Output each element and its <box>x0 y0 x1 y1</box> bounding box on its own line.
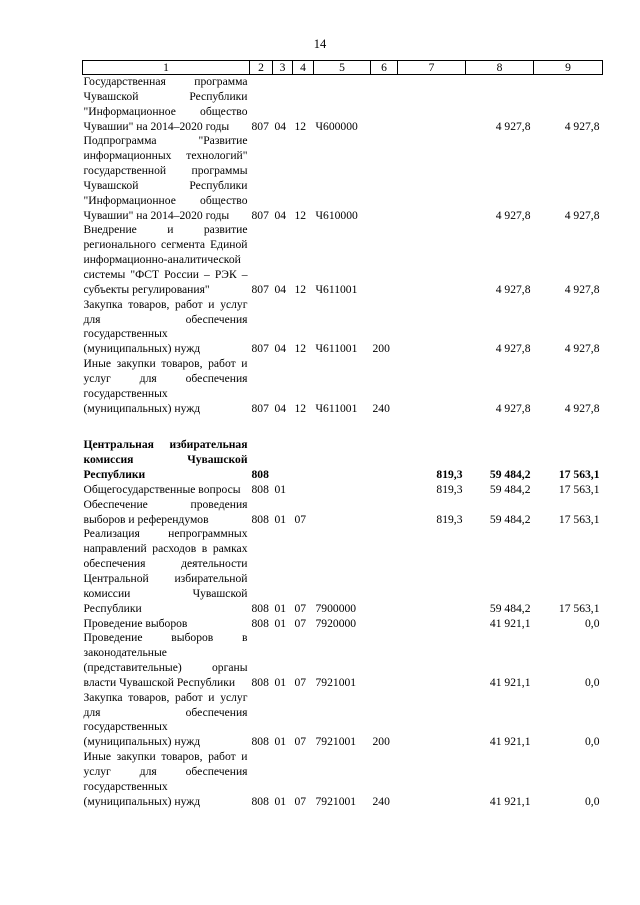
row-amount-col9: 4 927,8 <box>564 282 600 296</box>
row-amount-col9: 4 927,8 <box>564 208 600 222</box>
row-expense-type <box>371 631 398 690</box>
page-number: 14 <box>313 37 327 51</box>
table-spacer-row <box>83 416 603 438</box>
row-expense-type <box>371 223 398 297</box>
row-subsection: 07 <box>294 601 307 615</box>
row-target-article: Ч611001 <box>315 282 358 296</box>
row-name: Закупка товаров, работ и услуг для обеспечения государственных (муниципальных) нужд <box>83 297 248 356</box>
row-amount-col7: 819,3 <box>436 512 463 526</box>
row-section <box>273 438 293 483</box>
row-amount-col8: 59 484,2 <box>489 512 531 526</box>
row-admin-code: 807 <box>251 119 269 133</box>
row-amount-col9: 4 927,8 <box>564 401 600 415</box>
column-header: 6 <box>371 61 398 75</box>
table-row <box>83 223 603 297</box>
row-admin-code: 808 <box>251 794 269 808</box>
row-admin-code: 808 <box>251 675 269 689</box>
row-expense-type <box>371 498 398 528</box>
row-section: 01 <box>274 794 287 808</box>
row-section: 04 <box>274 342 287 356</box>
column-header: 2 <box>250 61 273 75</box>
row-subsection: 07 <box>294 512 307 526</box>
row-target-article: 7920000 <box>315 616 357 630</box>
row-name: Центральная избирательная комиссия Чувашской Республики <box>83 438 248 482</box>
table-row <box>83 438 603 483</box>
column-header: 8 <box>466 61 534 75</box>
row-amount-col7 <box>398 750 466 809</box>
row-expense-type <box>371 438 398 483</box>
row-amount-col7 <box>398 134 466 223</box>
row-amount-col8: 4 927,8 <box>495 401 531 415</box>
row-amount-col9: 17 563,1 <box>558 482 600 496</box>
row-amount-col7 <box>398 527 466 616</box>
row-amount-col7 <box>398 631 466 690</box>
row-name: Иные закупки товаров, работ и услуг для обеспечения государственных (муниципальных) нужд <box>83 750 248 808</box>
row-subsection: 12 <box>294 282 307 296</box>
row-section: 04 <box>274 401 287 415</box>
row-expense-type <box>371 483 398 498</box>
row-expense-type <box>371 75 398 135</box>
row-amount-col7: 819,3 <box>436 468 463 482</box>
row-amount-col7: 819,3 <box>436 482 463 496</box>
row-amount-col8: 59 484,2 <box>489 601 531 615</box>
table-row <box>83 498 603 528</box>
table-row <box>83 750 603 809</box>
row-target-article: 7921001 <box>315 735 357 749</box>
table-row <box>83 617 603 632</box>
row-amount-col9: 17 563,1 <box>558 468 600 482</box>
row-target-article <box>314 438 371 483</box>
table-row <box>83 298 603 357</box>
row-section: 04 <box>274 208 287 222</box>
row-section: 01 <box>274 675 287 689</box>
row-amount-col8: 4 927,8 <box>495 342 531 356</box>
row-target-article: Ч610000 <box>315 208 358 222</box>
row-expense-type: 200 <box>372 735 390 749</box>
row-target-article: Ч611001 <box>315 342 358 356</box>
row-name: Общегосударственные вопросы <box>83 482 241 496</box>
row-admin-code: 808 <box>251 512 269 526</box>
column-header: 1 <box>83 61 250 75</box>
row-section: 04 <box>274 282 287 296</box>
row-amount-col8: 41 921,1 <box>489 794 531 808</box>
row-name: Проведение выборов в законодательные (представительные) органы власти Чувашской Республики <box>83 631 248 689</box>
row-amount-col9: 17 563,1 <box>558 601 600 615</box>
row-subsection: 07 <box>294 616 307 630</box>
row-target-article: Ч600000 <box>315 119 358 133</box>
row-expense-type: 240 <box>372 401 390 415</box>
row-subsection: 07 <box>294 675 307 689</box>
row-amount-col7 <box>398 691 466 750</box>
row-target-article <box>314 483 371 498</box>
row-name: Внедрение и развитие регионального сегмента Единой информационно-аналитической системы "ФСТ России – РЭК – субъекты регулирования" <box>83 223 248 296</box>
row-amount-col7 <box>398 617 466 632</box>
column-header: 4 <box>293 61 314 75</box>
row-target-article: Ч611001 <box>315 401 358 415</box>
row-expense-type <box>371 134 398 223</box>
row-subsection <box>293 483 314 498</box>
row-target-article: 7921001 <box>315 675 357 689</box>
row-subsection <box>293 438 314 483</box>
row-amount-col8: 41 921,1 <box>489 675 531 689</box>
row-section: 01 <box>274 482 287 496</box>
row-section: 01 <box>274 512 287 526</box>
row-amount-col8: 59 484,2 <box>489 482 531 496</box>
row-admin-code: 808 <box>251 468 269 482</box>
row-name: Подпрограмма "Развитие информационных технологий" государственной программы Чувашской Республики "Информационное общество Чувашии" на 2014–2020 годы <box>83 134 248 222</box>
table-header-row <box>83 61 603 75</box>
row-subsection: 12 <box>294 342 307 356</box>
row-amount-col7 <box>398 223 466 297</box>
row-name: Обеспечение проведения выборов и референдумов <box>83 497 248 526</box>
row-section: 01 <box>274 735 287 749</box>
spacer-cell <box>83 416 603 438</box>
row-amount-col9: 4 927,8 <box>564 119 600 133</box>
row-amount-col7 <box>398 298 466 357</box>
row-expense-type: 240 <box>372 794 390 808</box>
row-amount-col9: 0,0 <box>585 675 600 689</box>
table-row <box>83 134 603 223</box>
table-body <box>83 75 603 810</box>
row-amount-col8: 41 921,1 <box>489 616 531 630</box>
row-target-article <box>314 498 371 528</box>
table-row <box>83 75 603 135</box>
table-row <box>83 357 603 416</box>
row-target-article: 7900000 <box>315 601 357 615</box>
row-subsection: 12 <box>294 401 307 415</box>
column-header: 7 <box>398 61 466 75</box>
row-section: 01 <box>274 601 287 615</box>
row-amount-col9: 0,0 <box>585 735 600 749</box>
row-amount-col8: 41 921,1 <box>489 735 531 749</box>
row-admin-code: 807 <box>251 282 269 296</box>
row-expense-type: 200 <box>372 342 390 356</box>
column-header: 3 <box>273 61 293 75</box>
row-name: Закупка товаров, работ и услуг для обеспечения государственных (муниципальных) нужд <box>83 690 248 749</box>
row-subsection: 12 <box>294 208 307 222</box>
row-amount-col8: 4 927,8 <box>495 119 531 133</box>
row-amount-col9: 0,0 <box>585 794 600 808</box>
row-expense-type <box>371 617 398 632</box>
row-admin-code: 807 <box>251 208 269 222</box>
table-row <box>83 691 603 750</box>
row-name: Иные закупки товаров, работ и услуг для обеспечения государственных (муниципальных) нужд <box>83 357 248 415</box>
table-row <box>83 631 603 690</box>
row-amount-col7 <box>398 357 466 416</box>
row-target-article: 7921001 <box>315 794 357 808</box>
row-subsection: 07 <box>294 794 307 808</box>
table-row <box>83 527 603 616</box>
row-amount-col9: 0,0 <box>585 616 600 630</box>
row-admin-code: 808 <box>251 601 269 615</box>
row-amount-col9: 4 927,8 <box>564 342 600 356</box>
column-header: 9 <box>534 61 603 75</box>
row-amount-col7 <box>398 75 466 135</box>
row-admin-code: 807 <box>251 342 269 356</box>
row-section: 04 <box>274 119 287 133</box>
row-admin-code: 808 <box>251 616 269 630</box>
row-admin-code: 808 <box>251 735 269 749</box>
row-amount-col8: 4 927,8 <box>495 282 531 296</box>
row-name: Государственная программа Чувашской Республики "Информационное общество Чувашии" на 2014–2020 годы <box>83 75 248 133</box>
row-admin-code: 807 <box>251 401 269 415</box>
row-amount-col9: 17 563,1 <box>558 512 600 526</box>
row-name: Реализация непрограммных направлений расходов в рамках обеспечения деятельности Центральной избирательной комиссии Чувашской Республики <box>83 527 248 615</box>
row-admin-code: 808 <box>251 482 269 496</box>
budget-table <box>82 60 603 810</box>
row-section: 01 <box>274 616 287 630</box>
column-header: 5 <box>314 61 371 75</box>
row-expense-type <box>371 527 398 616</box>
table-row <box>83 483 603 498</box>
row-amount-col8: 59 484,2 <box>489 468 531 482</box>
row-subsection: 12 <box>294 119 307 133</box>
row-amount-col8: 4 927,8 <box>495 208 531 222</box>
row-subsection: 07 <box>294 735 307 749</box>
row-name: Проведение выборов <box>83 616 188 630</box>
